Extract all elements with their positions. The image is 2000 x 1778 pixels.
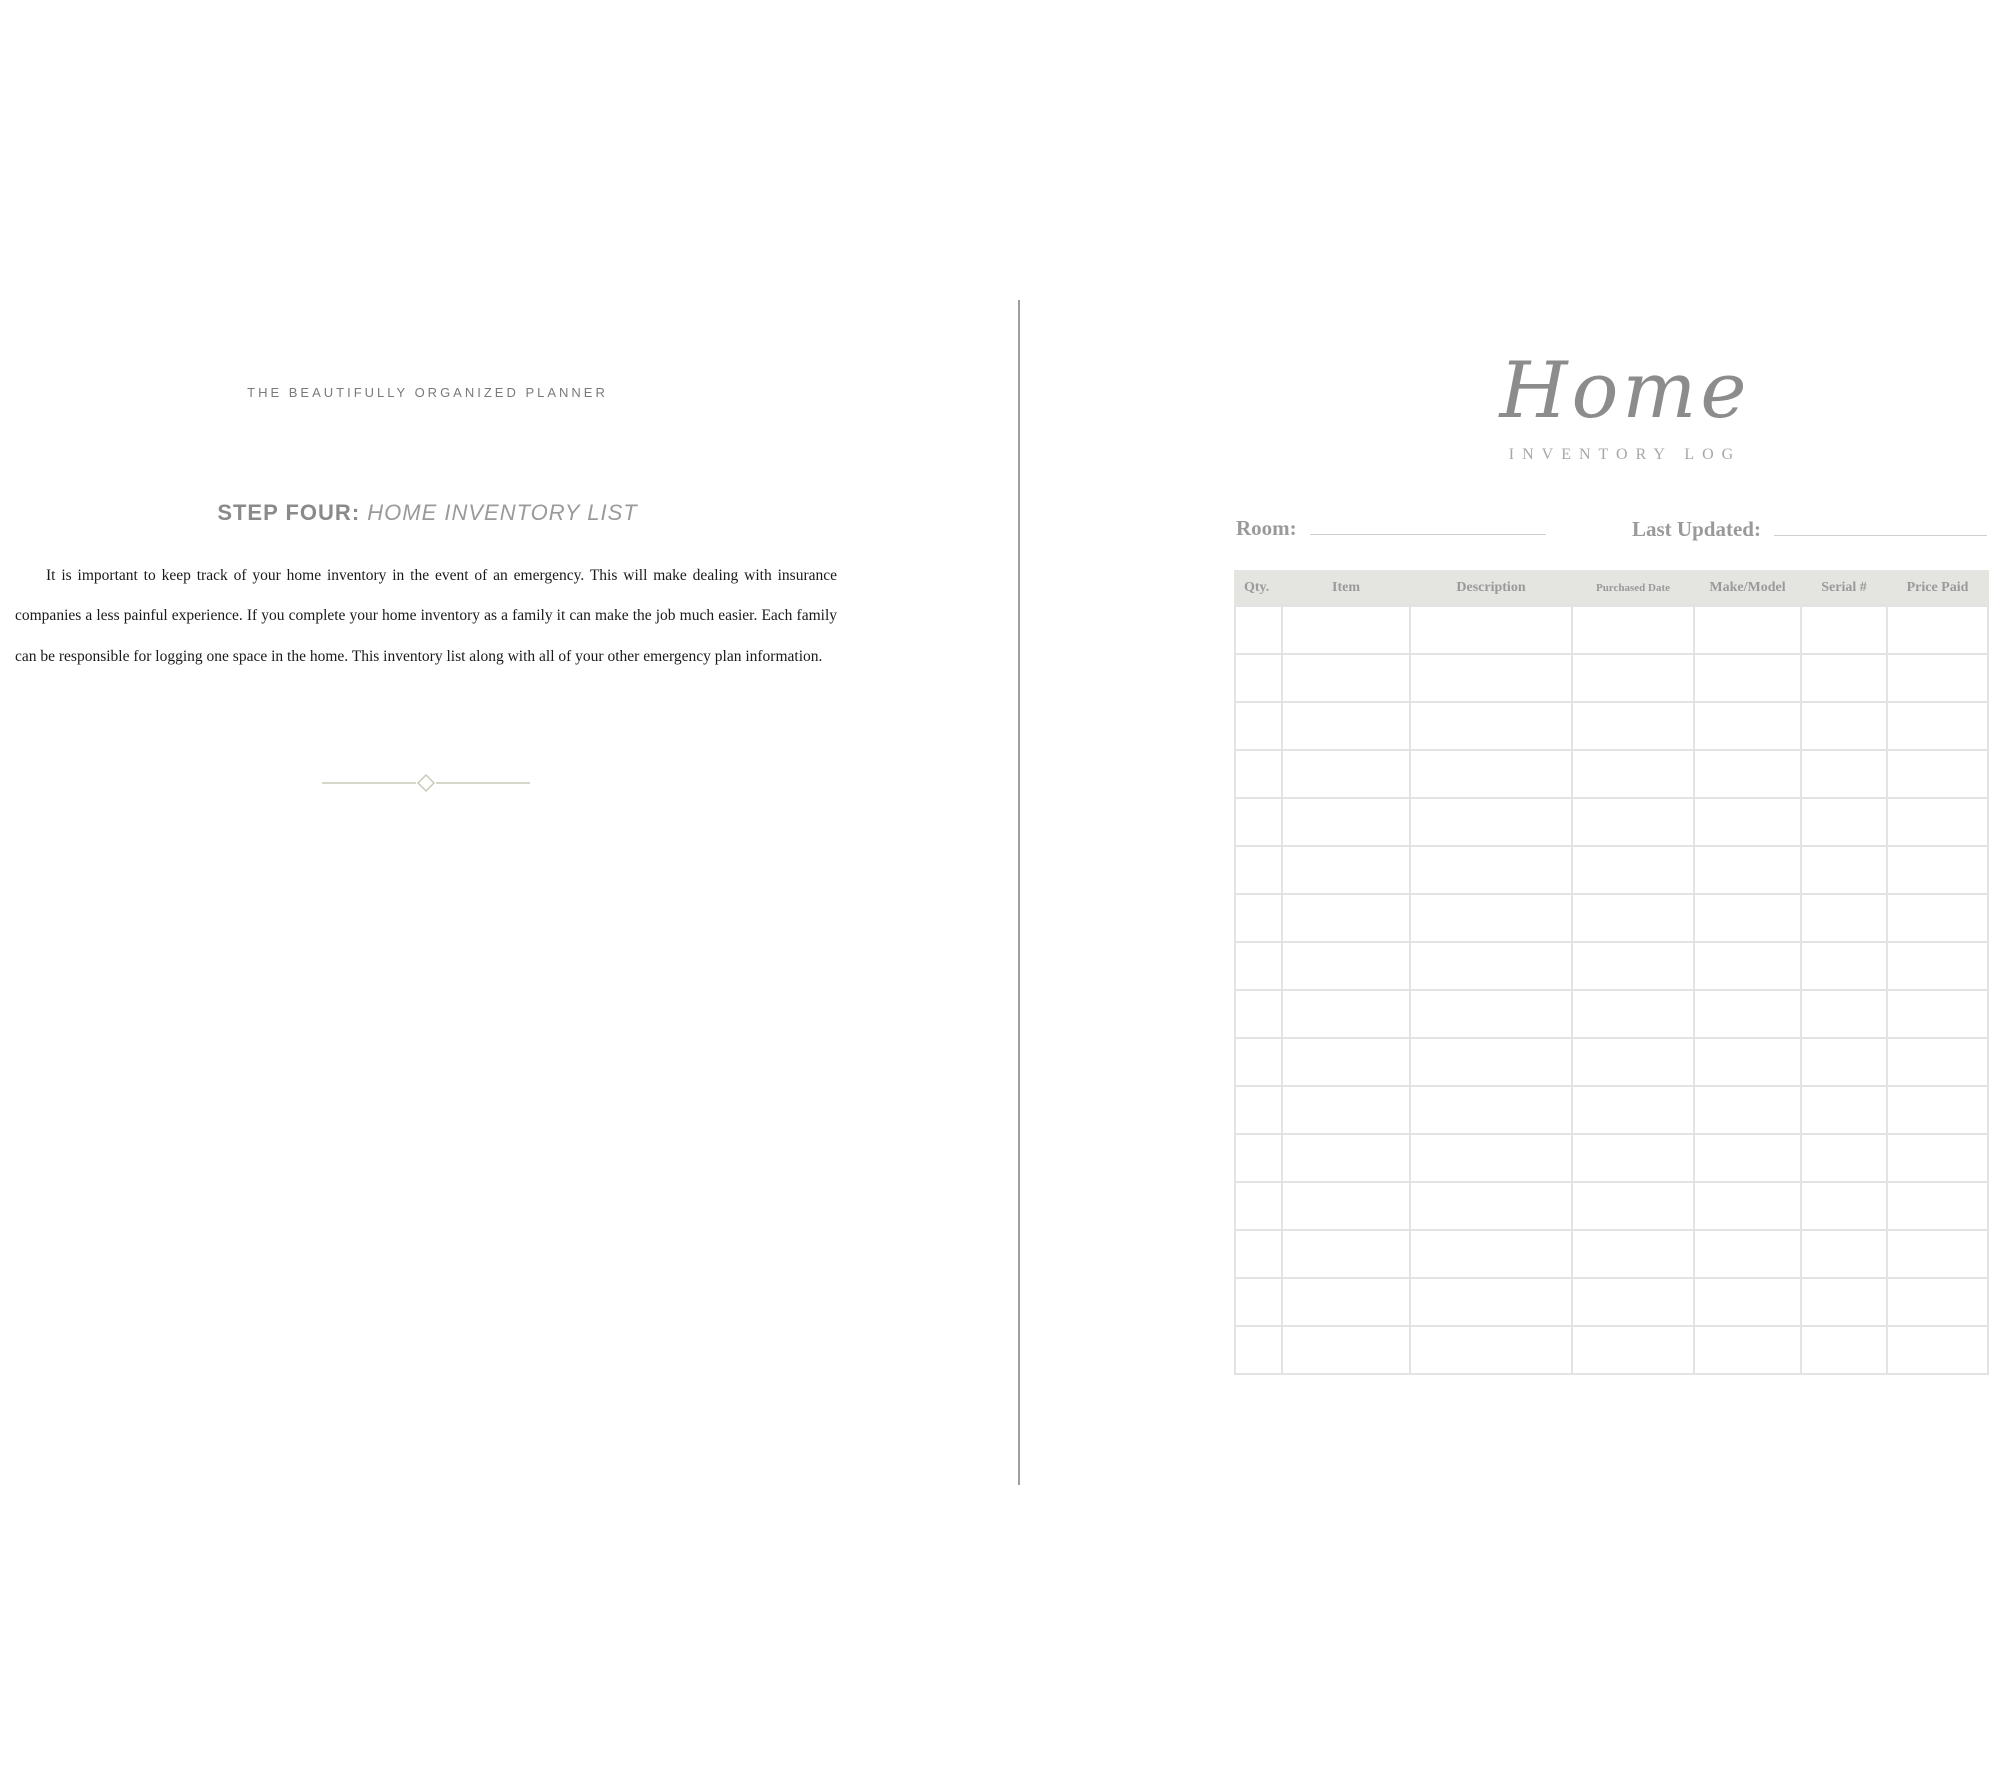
table-cell[interactable] (1887, 1278, 1988, 1326)
table-cell[interactable] (1694, 990, 1801, 1038)
column-header: Purchased Date (1572, 570, 1694, 606)
table-cell[interactable] (1282, 654, 1410, 702)
table-row (1235, 1326, 1988, 1374)
table-cell[interactable] (1887, 750, 1988, 798)
table-cell[interactable] (1887, 654, 1988, 702)
table-cell[interactable] (1572, 654, 1694, 702)
table-cell[interactable] (1235, 1230, 1282, 1278)
inventory-table (1234, 570, 1989, 1375)
table-cell[interactable] (1887, 942, 1988, 990)
table-cell[interactable] (1694, 606, 1801, 654)
table-cell[interactable] (1410, 1038, 1572, 1086)
table-cell[interactable] (1801, 1182, 1887, 1230)
table-cell[interactable] (1235, 1278, 1282, 1326)
table-cell[interactable] (1235, 1182, 1282, 1230)
table-cell[interactable] (1235, 798, 1282, 846)
table-cell[interactable] (1410, 1086, 1572, 1134)
table-cell[interactable] (1572, 1230, 1694, 1278)
table-cell[interactable] (1694, 1182, 1801, 1230)
table-cell[interactable] (1801, 1086, 1887, 1134)
table-cell[interactable] (1410, 1230, 1572, 1278)
table-row (1235, 1230, 1988, 1278)
table-row (1235, 1038, 1988, 1086)
table-cell[interactable] (1410, 654, 1572, 702)
table-cell[interactable] (1282, 942, 1410, 990)
table-cell[interactable] (1235, 654, 1282, 702)
table-cell[interactable] (1694, 1038, 1801, 1086)
table-row (1235, 654, 1988, 702)
table-row (1235, 606, 1988, 654)
table-cell[interactable] (1282, 606, 1410, 654)
table-row (1235, 846, 1988, 894)
table-cell[interactable] (1282, 846, 1410, 894)
table-cell[interactable] (1801, 942, 1887, 990)
table-cell[interactable] (1410, 846, 1572, 894)
table-cell[interactable] (1572, 1086, 1694, 1134)
table-cell[interactable] (1887, 798, 1988, 846)
table-cell[interactable] (1282, 1038, 1410, 1086)
column-header: Price Paid (1887, 570, 1988, 606)
table-cell[interactable] (1282, 1134, 1410, 1182)
table-cell[interactable] (1887, 702, 1988, 750)
table-cell[interactable] (1801, 606, 1887, 654)
column-header: Serial # (1801, 570, 1887, 606)
table-cell[interactable] (1282, 798, 1410, 846)
table-cell[interactable] (1572, 942, 1694, 990)
table-cell[interactable] (1235, 990, 1282, 1038)
room-label: Room: (1236, 516, 1297, 540)
table-row (1235, 990, 1988, 1038)
table-cell[interactable] (1282, 702, 1410, 750)
last-updated-field[interactable] (1774, 535, 1987, 536)
table-header-row (1235, 570, 1988, 606)
table-cell[interactable] (1887, 1038, 1988, 1086)
table-cell[interactable] (1694, 1278, 1801, 1326)
table-cell[interactable] (1801, 846, 1887, 894)
table-cell[interactable] (1410, 750, 1572, 798)
table-cell[interactable] (1410, 990, 1572, 1038)
table-cell[interactable] (1694, 894, 1801, 942)
last-updated-label: Last Updated: (1632, 517, 1761, 541)
table-cell[interactable] (1801, 1326, 1887, 1374)
table-cell[interactable] (1694, 1230, 1801, 1278)
table-cell[interactable] (1801, 750, 1887, 798)
table-cell[interactable] (1282, 990, 1410, 1038)
table-cell[interactable] (1887, 990, 1988, 1038)
table-cell[interactable] (1282, 750, 1410, 798)
table-cell[interactable] (1235, 606, 1282, 654)
table-cell[interactable] (1801, 1278, 1887, 1326)
table-cell[interactable] (1410, 606, 1572, 654)
table-cell[interactable] (1887, 1182, 1988, 1230)
table-cell[interactable] (1801, 654, 1887, 702)
table-row (1235, 1134, 1988, 1182)
table-cell[interactable] (1572, 1038, 1694, 1086)
table-row (1235, 750, 1988, 798)
room-field[interactable] (1310, 534, 1546, 535)
diamond-divider-icon (322, 772, 530, 794)
column-header: Description (1410, 570, 1572, 606)
table-cell[interactable] (1410, 1278, 1572, 1326)
table-row (1235, 798, 1988, 846)
table-cell[interactable] (1235, 846, 1282, 894)
table-row (1235, 942, 1988, 990)
table-cell[interactable] (1887, 894, 1988, 942)
column-header: Qty. (1235, 570, 1282, 606)
table-cell[interactable] (1235, 894, 1282, 942)
table-cell[interactable] (1694, 942, 1801, 990)
table-cell[interactable] (1282, 894, 1410, 942)
planner-header: THE BEAUTIFULLY ORGANIZED PLANNER (247, 385, 608, 400)
table-cell[interactable] (1410, 942, 1572, 990)
table-cell[interactable] (1887, 606, 1988, 654)
table-cell[interactable] (1801, 1134, 1887, 1182)
table-cell[interactable] (1801, 798, 1887, 846)
table-cell[interactable] (1410, 702, 1572, 750)
table-cell[interactable] (1572, 894, 1694, 942)
table-cell[interactable] (1694, 798, 1801, 846)
table-cell[interactable] (1572, 702, 1694, 750)
table-cell[interactable] (1410, 1182, 1572, 1230)
table-cell[interactable] (1887, 1086, 1988, 1134)
table-cell[interactable] (1572, 606, 1694, 654)
table-cell[interactable] (1572, 1182, 1694, 1230)
table-cell[interactable] (1887, 1326, 1988, 1374)
step-title (0, 500, 855, 526)
column-header: Make/Model (1694, 570, 1801, 606)
table-cell[interactable] (1235, 1086, 1282, 1134)
table-cell[interactable] (1572, 990, 1694, 1038)
table-cell[interactable] (1572, 750, 1694, 798)
table-cell[interactable] (1282, 1182, 1410, 1230)
table-cell[interactable] (1887, 846, 1988, 894)
table-cell[interactable] (1801, 990, 1887, 1038)
table-cell[interactable] (1694, 654, 1801, 702)
table-cell[interactable] (1801, 894, 1887, 942)
table-cell[interactable] (1694, 702, 1801, 750)
body-paragraph: It is important to keep track of your home inventory in the event of an emergency. This will make dealing with insurance companies a less painful experience. If you complete your home inventory as a family it can make the job much easier. Each family can be responsible for logging one space in the home. This inventory list along with all of your other emergency plan information. (15, 566, 837, 665)
table-cell[interactable] (1235, 1038, 1282, 1086)
table-row (1235, 1182, 1988, 1230)
table-cell[interactable] (1801, 1038, 1887, 1086)
table-cell[interactable] (1282, 1086, 1410, 1134)
table-cell[interactable] (1410, 1134, 1572, 1182)
table-cell[interactable] (1282, 1278, 1410, 1326)
step-subtitle: HOME INVENTORY LIST (367, 500, 638, 525)
table-row (1235, 1086, 1988, 1134)
table-cell[interactable] (1572, 846, 1694, 894)
table-row (1235, 1278, 1988, 1326)
table-cell[interactable] (1572, 798, 1694, 846)
table-cell[interactable] (1694, 1326, 1801, 1374)
table-cell[interactable] (1235, 1326, 1282, 1374)
step-label: STEP FOUR: (217, 500, 361, 525)
table-cell[interactable] (1694, 846, 1801, 894)
table-cell[interactable] (1801, 1230, 1887, 1278)
table-cell[interactable] (1801, 702, 1887, 750)
table-cell[interactable] (1887, 1230, 1988, 1278)
table-row (1235, 894, 1988, 942)
column-header: Item (1282, 570, 1410, 606)
table-cell[interactable] (1235, 750, 1282, 798)
inventory-log-subtitle: INVENTORY LOG (1508, 446, 1742, 463)
table-cell[interactable] (1410, 894, 1572, 942)
table-cell[interactable] (1572, 1326, 1694, 1374)
table-cell[interactable] (1572, 1134, 1694, 1182)
table-cell[interactable] (1282, 1230, 1410, 1278)
table-cell[interactable] (1235, 1134, 1282, 1182)
table-cell[interactable] (1887, 1134, 1988, 1182)
table-cell[interactable] (1694, 750, 1801, 798)
table-cell[interactable] (1572, 1278, 1694, 1326)
table-cell[interactable] (1282, 1326, 1410, 1374)
table-cell[interactable] (1694, 1134, 1801, 1182)
table-cell[interactable] (1410, 798, 1572, 846)
table-cell[interactable] (1235, 702, 1282, 750)
table-cell[interactable] (1235, 942, 1282, 990)
right-page (1020, 0, 2000, 1778)
table-cell[interactable] (1410, 1326, 1572, 1374)
table-cell[interactable] (1694, 1086, 1801, 1134)
table-row (1235, 702, 1988, 750)
table-body (1235, 606, 1988, 1374)
script-title: Home (1499, 346, 1751, 436)
